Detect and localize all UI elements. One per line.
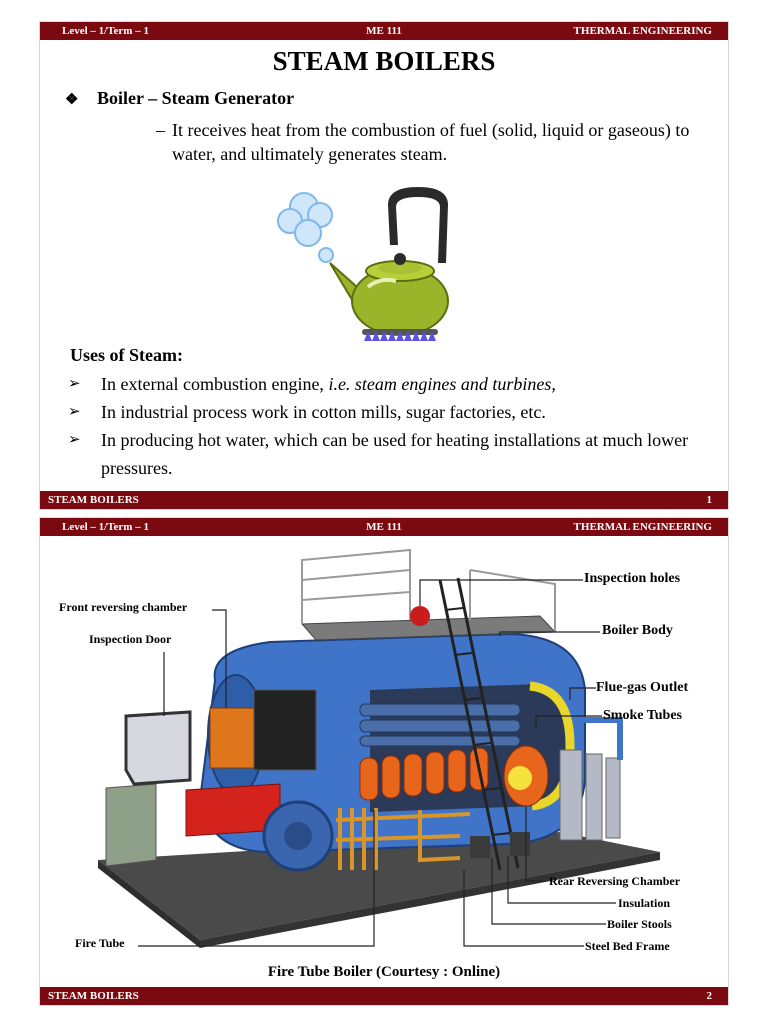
- use-text-3: In producing hot water, which can be used for heating installations at much lower pressures.: [101, 430, 689, 478]
- rear-fittings: [560, 750, 620, 840]
- label-inspection-door: Inspection Door: [89, 632, 172, 646]
- label-smoke-tubes: Smoke Tubes: [603, 708, 682, 723]
- front-plate: [254, 690, 316, 770]
- slide-1: [40, 22, 728, 509]
- uses-heading: Uses of Steam:: [70, 345, 183, 365]
- header-course: ME 111: [366, 25, 402, 37]
- header-level: Level – 1/Term – 1: [62, 25, 149, 37]
- header-bar: [40, 518, 728, 536]
- header-level: Level – 1/Term – 1: [62, 521, 149, 533]
- slide-2: [40, 518, 728, 1005]
- footer-title: STEAM BOILERS: [48, 990, 139, 1002]
- front-reversing-chamber: [210, 708, 254, 768]
- definition-text: It receives heat from the combustion of fuel (solid, liquid or gaseous) to water, and ultimately generates steam.: [172, 120, 690, 164]
- header-course: ME 111: [366, 521, 402, 533]
- arrow-bullet-icon: ➢: [68, 404, 81, 420]
- footer-bar: [40, 987, 728, 1005]
- inspection-door: [126, 712, 190, 784]
- label-rear-reversing-chamber: Rear Reversing Chamber: [549, 874, 681, 888]
- boiler-heading: [65, 88, 294, 109]
- figure-caption: Fire Tube Boiler (Courtesy : Online): [267, 964, 501, 980]
- control-panel: [106, 784, 156, 866]
- footer-title: STEAM BOILERS: [48, 494, 139, 506]
- label-steel-bed-frame: Steel Bed Frame: [585, 939, 670, 953]
- footer-bar: [40, 491, 728, 509]
- label-flue-gas-outlet: Flue-gas Outlet: [596, 680, 689, 695]
- use-text-1: In external combustion engine,: [101, 374, 329, 394]
- steam-cloud-icon: [278, 193, 333, 262]
- page-number: 2: [706, 990, 712, 1002]
- use-text-2: In industrial process work in cotton mills, sugar factories, etc.: [101, 402, 546, 422]
- kettle-illustration: [268, 185, 464, 345]
- use-italic-1: i.e. steam engines and turbines,: [328, 374, 556, 394]
- slide-title: STEAM BOILERS: [272, 46, 496, 76]
- valve: [410, 606, 430, 626]
- boiler-heading-text: Boiler – Steam Generator: [97, 88, 295, 108]
- label-fire-tube: Fire Tube: [75, 936, 125, 950]
- arrow-bullet-icon: ➢: [68, 432, 81, 448]
- header-bar: [40, 22, 728, 40]
- page-number: 1: [706, 494, 712, 506]
- label-boiler-body: Boiler Body: [602, 623, 673, 638]
- definition-dash: –: [156, 120, 165, 140]
- header-subject: THERMAL ENGINEERING: [573, 25, 712, 37]
- label-inspection-holes: Inspection holes: [584, 571, 681, 586]
- header-subject: THERMAL ENGINEERING: [573, 521, 712, 533]
- label-front-reversing-chamber: Front reversing chamber: [59, 600, 188, 614]
- arrow-bullet-icon: ➢: [68, 376, 81, 392]
- label-insulation: Insulation: [618, 896, 671, 910]
- diamond-bullet-icon: ❖: [65, 92, 79, 108]
- label-boiler-stools: Boiler Stools: [607, 917, 672, 931]
